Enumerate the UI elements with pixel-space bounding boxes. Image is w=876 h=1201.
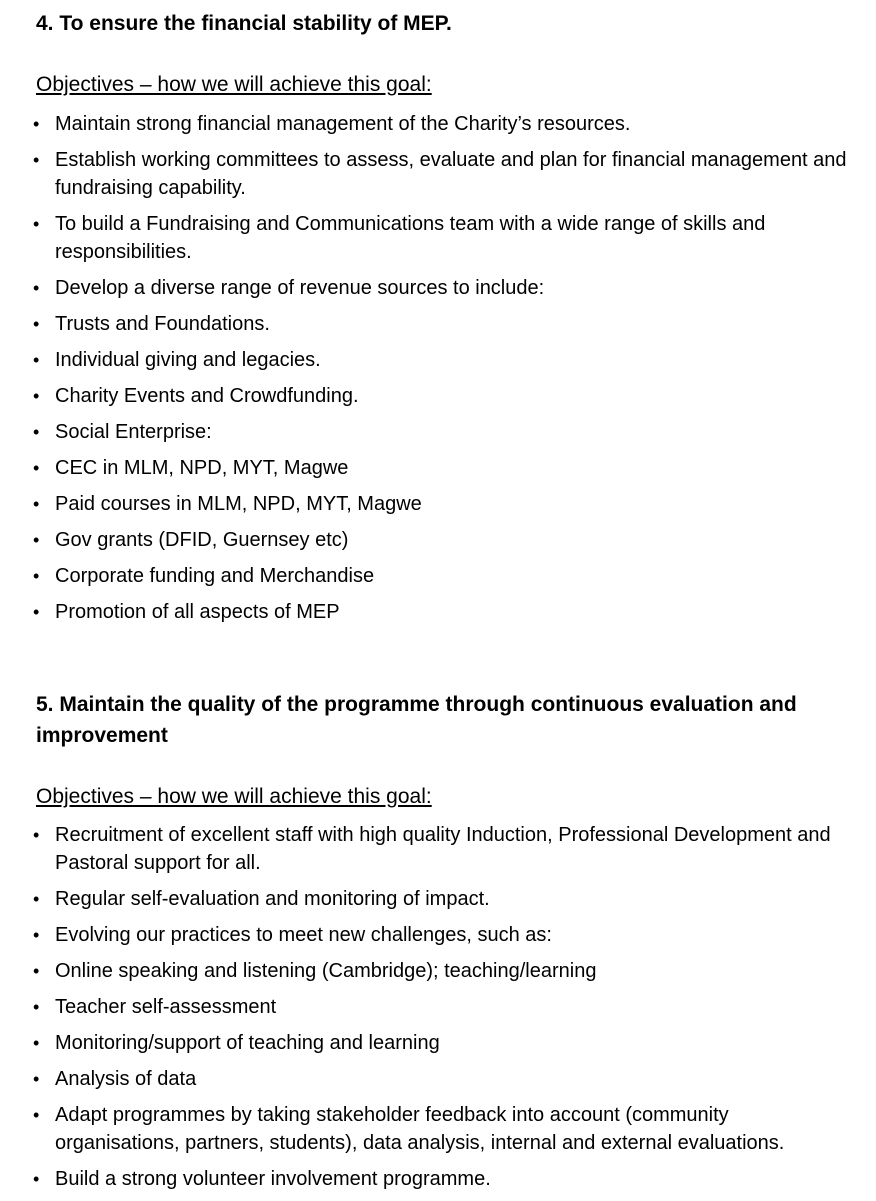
list-item: • Adapt programmes by taking stakeholder feedback into account (community organisations, partners, students), data analysis, internal and external evaluations.: [0, 1101, 876, 1157]
bullet-icon: •: [33, 530, 40, 550]
list-item: • CEC in MLM, NPD, MYT, Magwe: [0, 454, 876, 482]
bullet-icon: •: [33, 925, 40, 945]
section-4-heading: 4. To ensure the financial stability of MEP.: [36, 12, 452, 35]
bullet-icon: •: [33, 214, 40, 234]
bullet-icon: •: [33, 150, 40, 170]
list-item: • Online speaking and listening (Cambridge); teaching/learning: [0, 957, 876, 985]
list-item: • To build a Fundraising and Communications team with a wide range of skills and responsibilities.: [0, 210, 876, 266]
list-item: • Evolving our practices to meet new challenges, such as:: [0, 921, 876, 949]
bullet-icon: •: [33, 314, 40, 334]
bullet-icon: •: [33, 278, 40, 298]
bullet-icon: •: [33, 997, 40, 1017]
list-item: • Develop a diverse range of revenue sources to include:: [0, 274, 876, 302]
bullet-icon: •: [33, 889, 40, 909]
list-item: • Individual giving and legacies.: [0, 346, 876, 374]
list-item: • Recruitment of excellent staff with high quality Induction, Professional Development and Pastoral support for all.: [0, 821, 876, 877]
list-item: • Monitoring/support of teaching and learning: [0, 1029, 876, 1057]
section-5-heading: 5. Maintain the quality of the programme through continuous evaluation and improvement: [36, 693, 797, 747]
list-item: • Paid courses in MLM, NPD, MYT, Magwe: [0, 490, 876, 518]
bullet-icon: •: [33, 350, 40, 370]
bullet-icon: •: [33, 1105, 40, 1125]
list-item: • Promotion of all aspects of MEP: [0, 598, 876, 626]
bullet-icon: •: [33, 825, 40, 845]
list-item: • Teacher self-assessment: [0, 993, 876, 1021]
list-item: • Build a strong volunteer involvement programme.: [0, 1165, 876, 1193]
bullet-icon: •: [33, 1033, 40, 1053]
list-item: • Charity Events and Crowdfunding.: [0, 382, 876, 410]
bullet-icon: •: [33, 1069, 40, 1089]
section-4-objectives-list: [0, 110, 876, 634]
section-5-objectives-list: [0, 821, 876, 1201]
list-item: • Social Enterprise:: [0, 418, 876, 446]
bullet-icon: •: [33, 566, 40, 586]
list-item: • Establish working committees to assess, evaluate and plan for financial management and fundraising capability.: [0, 146, 876, 202]
list-item: • Maintain strong financial management of the Charity’s resources.: [0, 110, 876, 138]
list-item: • Corporate funding and Merchandise: [0, 562, 876, 590]
section-5-objectives-label: Objectives – how we will achieve this goal:: [36, 785, 432, 808]
list-item: • Gov grants (DFID, Guernsey etc): [0, 526, 876, 554]
bullet-icon: •: [33, 458, 40, 478]
section-4-objectives-label: Objectives – how we will achieve this goal:: [36, 73, 432, 96]
bullet-icon: •: [33, 494, 40, 514]
list-item: • Trusts and Foundations.: [0, 310, 876, 338]
bullet-icon: •: [33, 1169, 40, 1189]
bullet-icon: •: [33, 422, 40, 442]
bullet-icon: •: [33, 114, 40, 134]
bullet-icon: •: [33, 961, 40, 981]
bullet-icon: •: [33, 386, 40, 406]
bullet-icon: •: [33, 602, 40, 622]
list-item: • Regular self-evaluation and monitoring of impact.: [0, 885, 876, 913]
list-item: • Analysis of data: [0, 1065, 876, 1093]
